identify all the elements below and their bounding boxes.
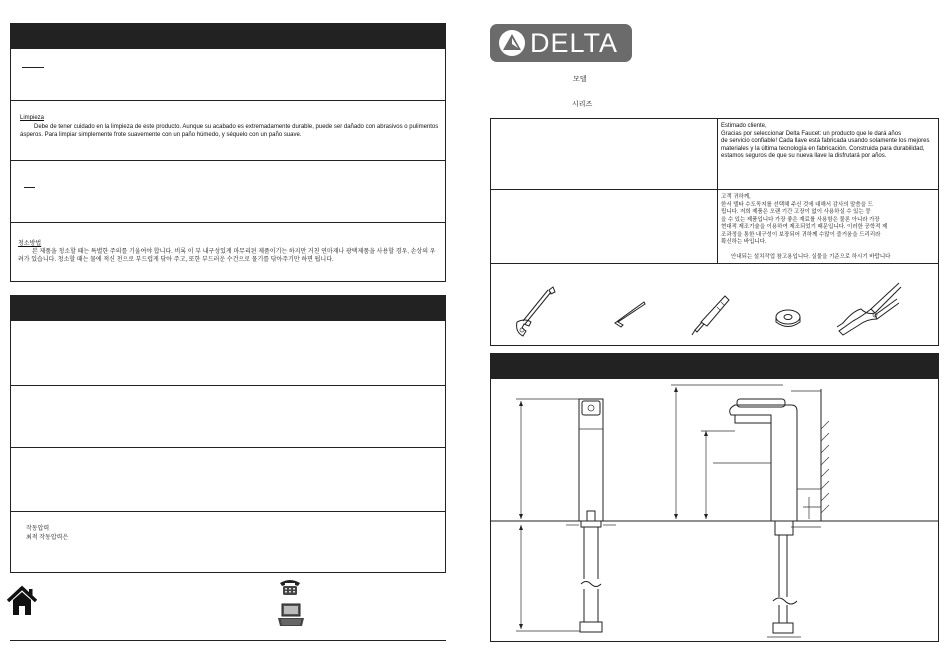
section-a [11, 321, 445, 386]
sealant-tube-icon [691, 292, 731, 337]
pressure-label-1: 작동압력 [26, 526, 50, 532]
home-icon[interactable] [6, 585, 38, 617]
footer-rule [10, 640, 446, 641]
pressure-label-2: 최적 작동압력은 [26, 535, 69, 541]
section-pressure [11, 512, 445, 572]
section-intro [11, 49, 445, 101]
left-panel-top [10, 48, 446, 282]
greeting-es: Estimado cliente, Gracias por seleccionar Delta Faucet: un producto que le dará años de servicio confiable! Cada llave está fabricada usando solamente los mejores materiales y la última tecnología en fabricación. Construida para durabilidad, estamos seguros de que su nueva llave la disfrutará por años. [721, 123, 930, 159]
cleaning-es-heading: Limpieza [20, 115, 45, 121]
section-cleaning-ko [11, 223, 445, 281]
delta-logo-text: DELTA [530, 28, 619, 58]
greeting-ko-note: 안내되는 설치작업 참고용입니다. 실물을 기준으로 하시기 바랍니다 [731, 254, 891, 260]
heading-underline [22, 67, 44, 68]
left-header-bar-1 [10, 23, 446, 48]
right-header-bar [490, 353, 939, 378]
faucet-dimension-drawing [491, 379, 938, 641]
greeting-divider-h1 [491, 189, 938, 190]
cleaning-ko-text: 본 제품을 청소할 때는 특별한 주의를 기울여야 합니다. 비록 이 부 내구성있게 마무리된 제품이기는 하지만 거친 연마재나 광택제품을 사용할 경우, 손상의 우려가 있습니다. 청소할 때는 물에 적신 천으로 부드럽게 닦아 주고, 또한 부드러운 수건으로 물기를 닦아주기만 하면 됩니다. [18, 249, 436, 263]
greeting-divider-v [717, 119, 718, 263]
dimension-diagram-panel [490, 378, 939, 642]
pliers-icon [831, 281, 903, 337]
cleaning-es-text: Debe de tener cuidado en la limpieza de este producto. Aunque su acabado es extremadamente durable, puede ser dañado con abrasivos o pulimentos ásperos. Para limpiar simplemente frote suavemente con un paño húmedo, y séquelo con un paño suave. [20, 124, 439, 138]
greeting-divider-h2 [491, 263, 938, 264]
phone-icon[interactable] [277, 577, 303, 597]
section-c [11, 448, 445, 512]
hex-key-icon [609, 299, 647, 329]
delta-logo [490, 24, 632, 62]
model-label: 모델 [573, 76, 587, 83]
left-header-bar-2 [10, 295, 446, 320]
heading-underline [24, 187, 35, 188]
section-cleaning-es [11, 101, 445, 161]
plumbers-tape-icon [774, 307, 802, 331]
series-label: 시리즈 [572, 101, 593, 108]
front-view-faucet [516, 399, 616, 632]
side-view-faucet [671, 385, 829, 637]
cleaning-ko-heading: 청소방법 [18, 241, 42, 247]
section-warning [11, 161, 445, 223]
greeting-ko: 고객 귀하께, 한서 델타 수도꼭지를 선택해 주신 것에 대해서 감사의 말씀을 드 립니다. 저희 제품은 오랜 기간 고장이 없이 사용하실 수 있는 뭉 을 수 있는 제품입니다 가장 좋은 재료를 사용함은 물론 아니라 가장 현대적 제조기술을 이용하여 제조되었기 때문입니다. 이러한 공학적 제 조과정을 통한 내구성이 보장되어 귀하께 수많이 즐거움을 드리리라 확신하는 바입니다. [721, 194, 888, 245]
delta-logo-mark [498, 29, 526, 57]
left-panel-bottom [10, 320, 446, 573]
wrench-icon [513, 284, 558, 339]
section-b [11, 386, 445, 448]
greeting-panel [490, 118, 939, 346]
laptop-icon[interactable] [277, 603, 305, 627]
